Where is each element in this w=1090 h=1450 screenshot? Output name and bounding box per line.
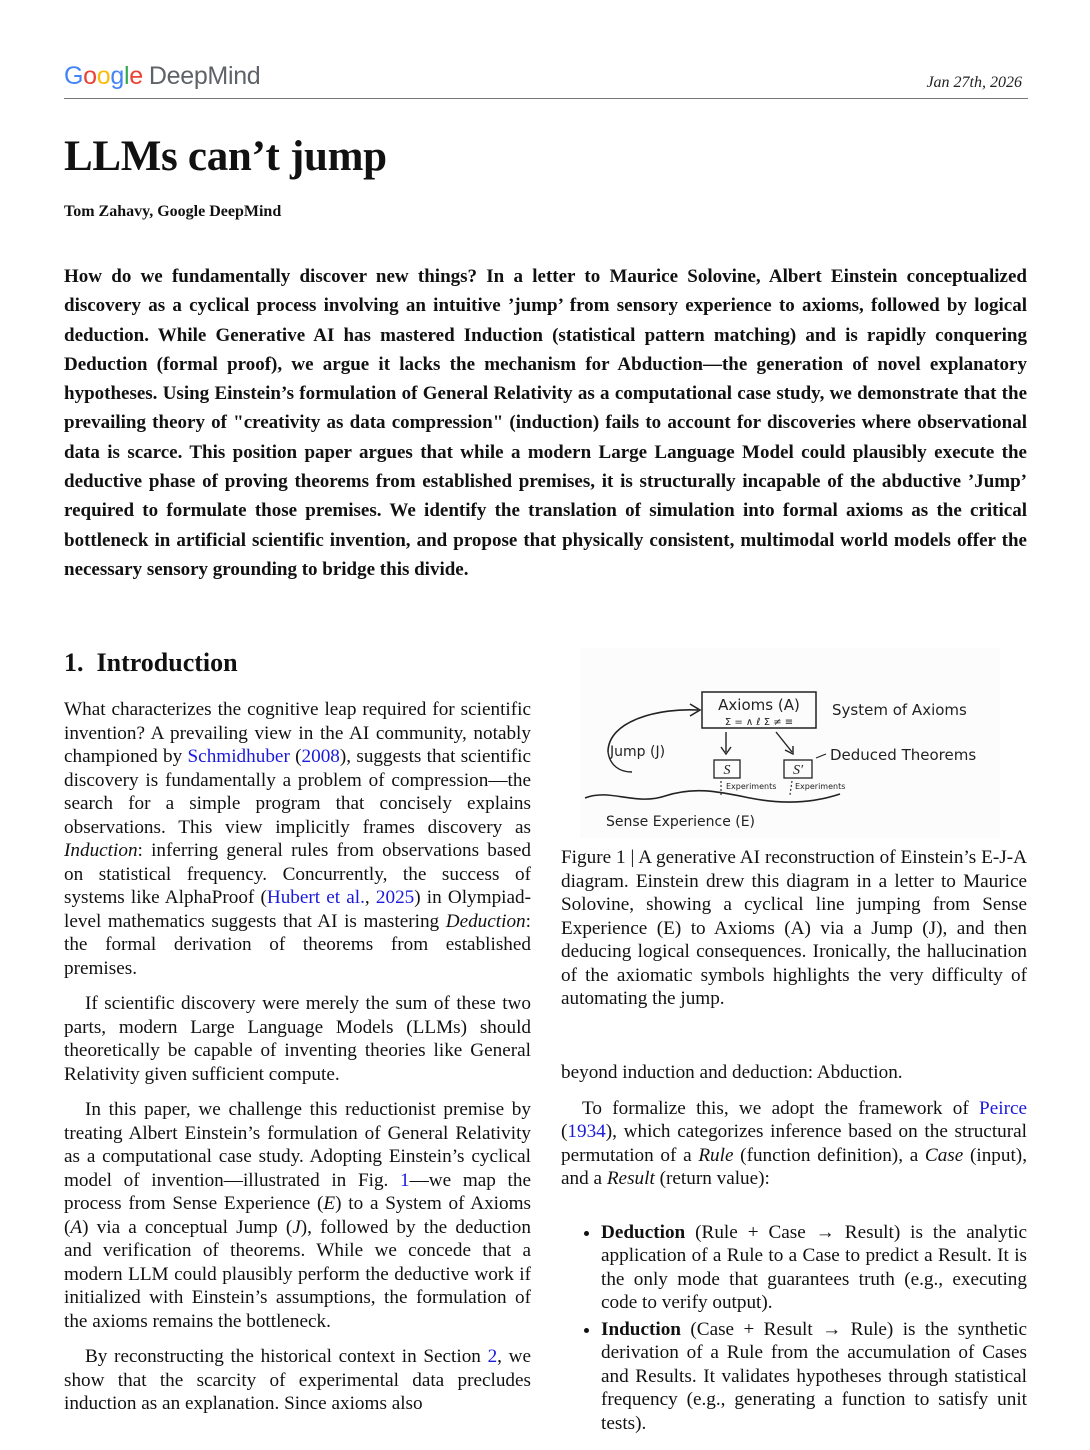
paper-title: LLMs can’t jump xyxy=(64,133,387,180)
left-column xyxy=(64,698,531,1450)
inference-mode-list xyxy=(561,1221,1027,1436)
text: ( xyxy=(289,746,302,767)
right-column xyxy=(561,1061,1027,1438)
intro-paragraph-3 xyxy=(64,1098,531,1333)
intro-paragraph-1 xyxy=(64,698,531,980)
emphasis: Result xyxy=(606,1168,655,1189)
text: —we map the process from Sense Experience ( xyxy=(64,1169,531,1214)
citation-year-link[interactable]: 1934 xyxy=(567,1121,606,1142)
logo-letter: l xyxy=(123,62,130,90)
experiments-label-2: Experiments xyxy=(795,782,846,791)
section-heading xyxy=(64,648,238,678)
text: ) to a System of Axioms ( xyxy=(64,1193,531,1238)
experiments-label-1: Experiments xyxy=(726,782,777,791)
list-text: (Rule + Case → Result) is the analytic application of a Rule to a Case to predict a Result. It is the only mode that guarantees truth (e.g., executing code to verify output). xyxy=(601,1221,1027,1313)
deduction-arrow-2 xyxy=(776,732,792,752)
logo-letter: G xyxy=(64,62,84,90)
emphasis: Case xyxy=(924,1144,964,1166)
figure-ref-link[interactable]: 1 xyxy=(400,1169,410,1191)
list-term: Induction xyxy=(601,1318,681,1340)
math-symbol: E xyxy=(323,1193,336,1214)
axioms-symbols: Σ = ∧ ℓ Σ ≠ ≡ xyxy=(724,717,794,728)
text: In this paper, we challenge this reductionist premise by treating Albert Einstein’s formulation of General Relativity as a computational case study. Adopting Einstein’s cyclical model of invention—illustrated in Fig. xyxy=(64,1099,531,1191)
text: (function definition), a xyxy=(733,1144,925,1166)
figure-1-caption: Figure 1 | A generative AI reconstruction of Einstein’s E-J-A diagram. Einstein drew this diagram in a letter to Maurice Solovine, showing a cyclical line jumping from Sense Experience (E) to Axioms (A) via a Jump (J), and then deducing logical consequences. Ironically, the hallucination of the axiomatic symbols highlights the very difficulty of automating the jump. xyxy=(561,847,1027,1009)
citation-link[interactable]: Peirce xyxy=(979,1097,1027,1119)
math-symbol: A xyxy=(70,1216,83,1238)
text: ), suggests that scientific discovery is fundamentally a problem of compression—the search for a simple program that concisely explains observations. This view implicitly frames discovery as xyxy=(64,746,531,838)
intro-paragraph-4 xyxy=(64,1345,531,1416)
emphasis: Induction xyxy=(64,840,138,861)
citation-year-link[interactable]: 2008 xyxy=(301,746,340,767)
citation-link[interactable]: Schmidhuber xyxy=(187,746,290,767)
paper-authors: Tom Zahavy, Google DeepMind xyxy=(64,203,282,220)
emphasis: Rule xyxy=(698,1144,734,1166)
list-text: (Case + Result → Rule) is the synthetic derivation of a Rule from the accumulation of Cases and Results. It validates hypotheses through statistical frequency (e.g., generating a function to satisfy unit tests). xyxy=(601,1318,1027,1434)
list-item-deduction xyxy=(601,1221,1027,1315)
logo-letter: g xyxy=(110,62,124,90)
citation-year-link[interactable]: 2025 xyxy=(375,887,415,908)
citation-link[interactable]: Hubert et al. xyxy=(266,887,365,908)
logo-letter: e xyxy=(129,62,143,90)
system-of-axioms-label: System of Axioms xyxy=(832,701,967,719)
theorem-s-prime-label: S′ xyxy=(792,763,804,778)
page-header xyxy=(64,60,1028,99)
eja-diagram xyxy=(580,648,1000,838)
right-paragraph-1: beyond induction and deduction: Abduction. xyxy=(561,1062,903,1083)
text: To formalize this, we adopt the framework of xyxy=(582,1097,980,1119)
text: ) via a conceptual Jump ( xyxy=(82,1216,293,1238)
section-title: Introduction xyxy=(96,648,238,677)
text: , we show that the scarcity of experimental data precludes induction as an explanation. Since axioms also xyxy=(64,1346,531,1414)
text: What characterizes the cognitive leap required for scientific invention? A prevailing view in the AI community, notably championed by xyxy=(64,699,531,767)
logo-letter: o xyxy=(96,62,111,90)
text: ), followed by the deduction and verification of theorems. While we concede that a modern LLM could plausibly perform the deductive work if initialized with Einstein’s assumptions, the formulation of the axioms remains the bottleneck. xyxy=(64,1216,531,1332)
list-term: Deduction xyxy=(601,1221,686,1243)
text: ( xyxy=(561,1121,568,1142)
math-symbol: J xyxy=(292,1216,301,1238)
figure-1-diagram xyxy=(580,648,1000,838)
deduced-theorems-label: Deduced Theorems xyxy=(830,746,977,764)
text: By reconstructing the historical context in Section xyxy=(85,1346,488,1367)
text: ), which categorizes inference based on the structural permutation of a xyxy=(561,1121,1027,1166)
section-ref-link[interactable]: 2 xyxy=(487,1346,498,1367)
google-deepmind-logo xyxy=(64,62,260,91)
list-item-induction xyxy=(601,1318,1027,1436)
sense-experience-line xyxy=(585,791,840,802)
axioms-label: Axioms (A) xyxy=(718,696,800,714)
intro-paragraph-2: If scientific discovery were merely the sum of these two parts, modern Large Language Models (LLMs) should theoretically be capable of inventing theories like General Relativity given sufficient compute. xyxy=(64,993,531,1085)
abstract: How do we fundamentally discover new things? In a letter to Maurice Solovine, Albert Einstein conceptualized discovery as a cyclical process involving an intuitive ’jump’ from sensory experience to axioms, followed by logical deduction. While Generative AI has mastered Induction (statistical pattern matching) and is rapidly conquering Deduction (formal proof), we argue it lacks the mechanism for Abduction—the generation of novel explanatory hypotheses. Using Einstein’s formulation of General Relativity as a computational case study, we demonstrate that the prevailing theory of "creativity as data compression" (induction) fails to account for discoveries where observational data is scarce. This position paper argues that while a modern Large Language Model could plausibly execute the deductive phase of proving theorems from established premises, it is structurally incapable of the abductive ’Jump’ required to formulate those premises. We identify the translation of simulation into formal axioms as the critical bottleneck in artificial scientific invention, and propose that physically consistent, multimodal world models offer the necessary sensory grounding to bridge this divide. xyxy=(64,266,1027,580)
text: (input), and a xyxy=(561,1144,1027,1189)
logo-letter: o xyxy=(83,62,97,90)
text: ) in Olympiad-level mathematics suggests that AI is mastering xyxy=(64,887,531,932)
jump-label: Jump (J) xyxy=(610,744,666,760)
deduced-pointer xyxy=(816,754,826,758)
logo-product-name: DeepMind xyxy=(148,62,261,90)
sense-experience-label: Sense Experience (E) xyxy=(606,814,756,830)
experiment-arrow-2 xyxy=(790,781,792,795)
theorem-s-label: S xyxy=(723,763,731,778)
text: , xyxy=(364,887,376,908)
right-paragraph-2 xyxy=(561,1097,1027,1191)
publication-date: Jan 27th, 2026 xyxy=(926,74,1022,91)
text: : the formal derivation of theorems from established premises. xyxy=(64,910,531,979)
section-number: 1. xyxy=(64,648,84,677)
emphasis: Deduction xyxy=(445,910,526,932)
text: : inferring general rules from observations based on statistical frequency. Concurrently, the success of systems like AlphaProof ( xyxy=(64,840,531,908)
text: (return value): xyxy=(654,1168,770,1189)
